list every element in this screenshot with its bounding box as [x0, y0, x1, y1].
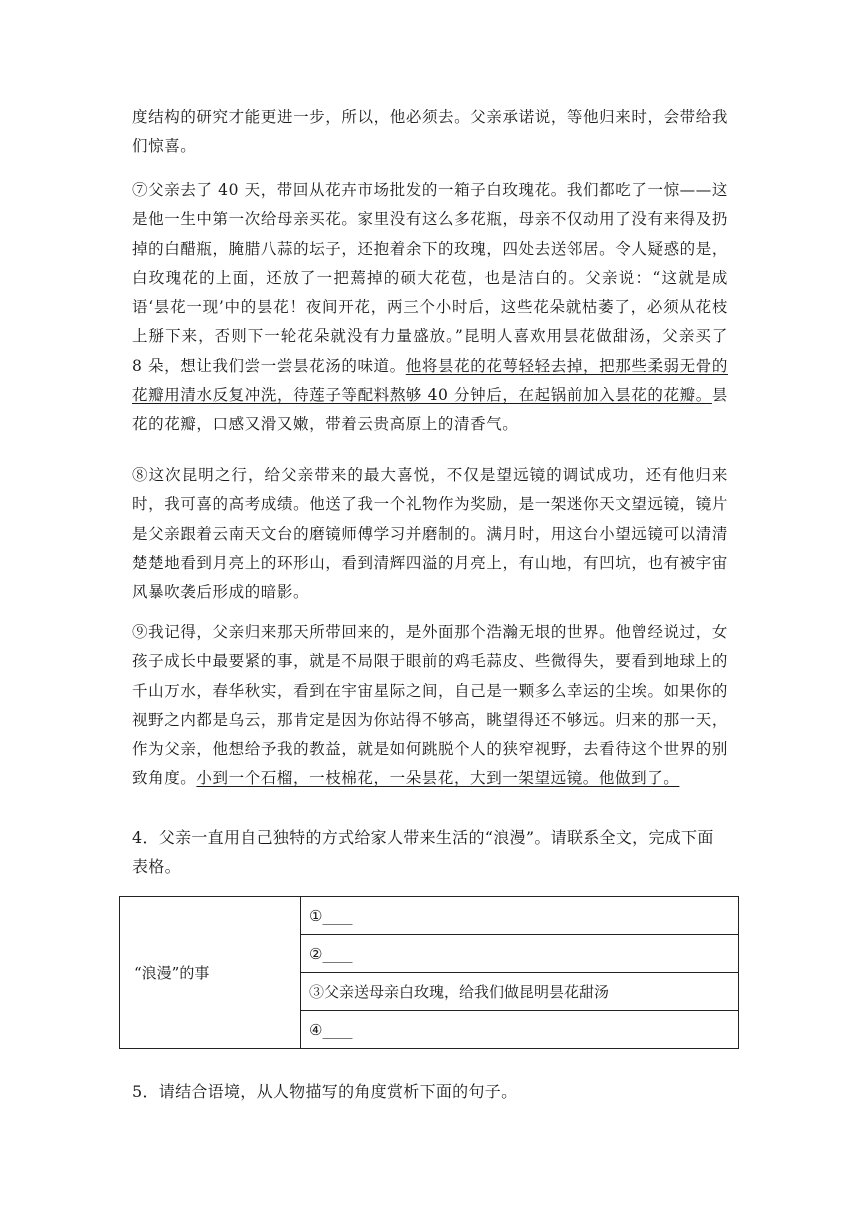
paragraph-6-tail: 度结构的研究才能更进一步，所以，他必须去。父亲承诺说，等他归来时，会带给我们惊喜。: [132, 108, 728, 156]
question-4-answer-table: [119, 896, 739, 1049]
paragraph-7-ending: 昙花的花瓣，口感又滑又嫩，带着云贵高原上的清香气。: [132, 386, 728, 434]
table-cell-item-1: ①____: [301, 897, 739, 935]
question-4-prompt: 4．父亲一直用自己独特的方式给家人带来生活的“浪漫”。请联系全文，完成下面表格。: [132, 828, 714, 876]
paragraph-9: [132, 618, 728, 794]
paragraph-8: ⑧这次昆明之行，给父亲带来的最大喜悦，不仅是望远镜的调试成功，还有他归来时，我可喜的高考成绩。他送了我一个礼物作为奖励，是一架迷你天文望远镜，镜片是父亲跟着云南天文台的磨镜师傅学习并磨制的。满月时，用这台小望远镜可以清清楚楚地看到月亮上的环形山，看到清辉四溢的月亮上，有山地，有凹坑，也有被宇宙风暴吹袭后形成的暗影。: [132, 466, 728, 602]
table-cell-item-4: ④____: [301, 1011, 739, 1049]
table-row-header: “浪漫”的事: [120, 897, 301, 1049]
question-5-prompt: 5．请结合语境，从人物描写的角度赏析下面的句子。: [132, 1082, 518, 1101]
paragraph-9-text: ⑨我记得，父亲归来那天所带回来的，是外面那个浩瀚无垠的世界。他曾经说过，女孩子成长中最要紧的事，就是不局限于眼前的鸡毛蒜皮、些微得失，要看到地球上的千山万水，春华秋实，看到在宇宙星际之间，自己是一颗多么幸运的尘埃。如果你的视野之内都是乌云，那肯定是因为你站得不够高，眺望得还不够远。归来的那一天，作为父亲，他想给予我的教益，就是如何跳脱个人的狭窄视野，去看待这个世界的别致角度。: [132, 623, 728, 788]
table-row: [120, 897, 739, 935]
paragraph-7-underlined-sentence: 他将昙花的花萼轻轻去掉，把那些柔弱无骨的花瓣用清水反复冲洗，待莲子等配料熬够 40 分钟后，在起锅前加入昙花的花瓣。: [132, 356, 728, 405]
table-cell-item-2: ②____: [301, 935, 739, 973]
paragraph-9-underlined-sentence: 小到一个石榴，一枝棉花，一朵昙花，大到一架望远镜。他做到了。: [196, 769, 680, 788]
table-cell-item-3: ③父亲送母亲白玫瑰，给我们做昆明昙花甜汤: [301, 973, 739, 1011]
paragraph-7: [132, 176, 728, 440]
paragraph-7-text: ⑦父亲去了 40 天，带回从花卉市场批发的一箱子白玫瑰花。我们都吃了一惊——这是他一生中第一次给母亲买花。家里没有这么多花瓶，母亲不仅动用了没有来得及扔掉的白醋瓶，腌腊八蒜的坛子，还抱着余下的玫瑰，四处去送邻居。令人疑惑的是，白玫瑰花的上面，还放了一把蔫掉的硕大花苞，也是洁白的。父亲说：“这就是成语‘昙花一现’中的昙花！夜间开花，两三个小时后，这些花朵就枯萎了，必须从花枝上掰下来，否则下一轮花朵就没有力量盛放。”昆明人喜欢用昙花做甜汤，父亲买了 8 朵，想让我们尝一尝昙花汤的味道。: [132, 181, 728, 375]
